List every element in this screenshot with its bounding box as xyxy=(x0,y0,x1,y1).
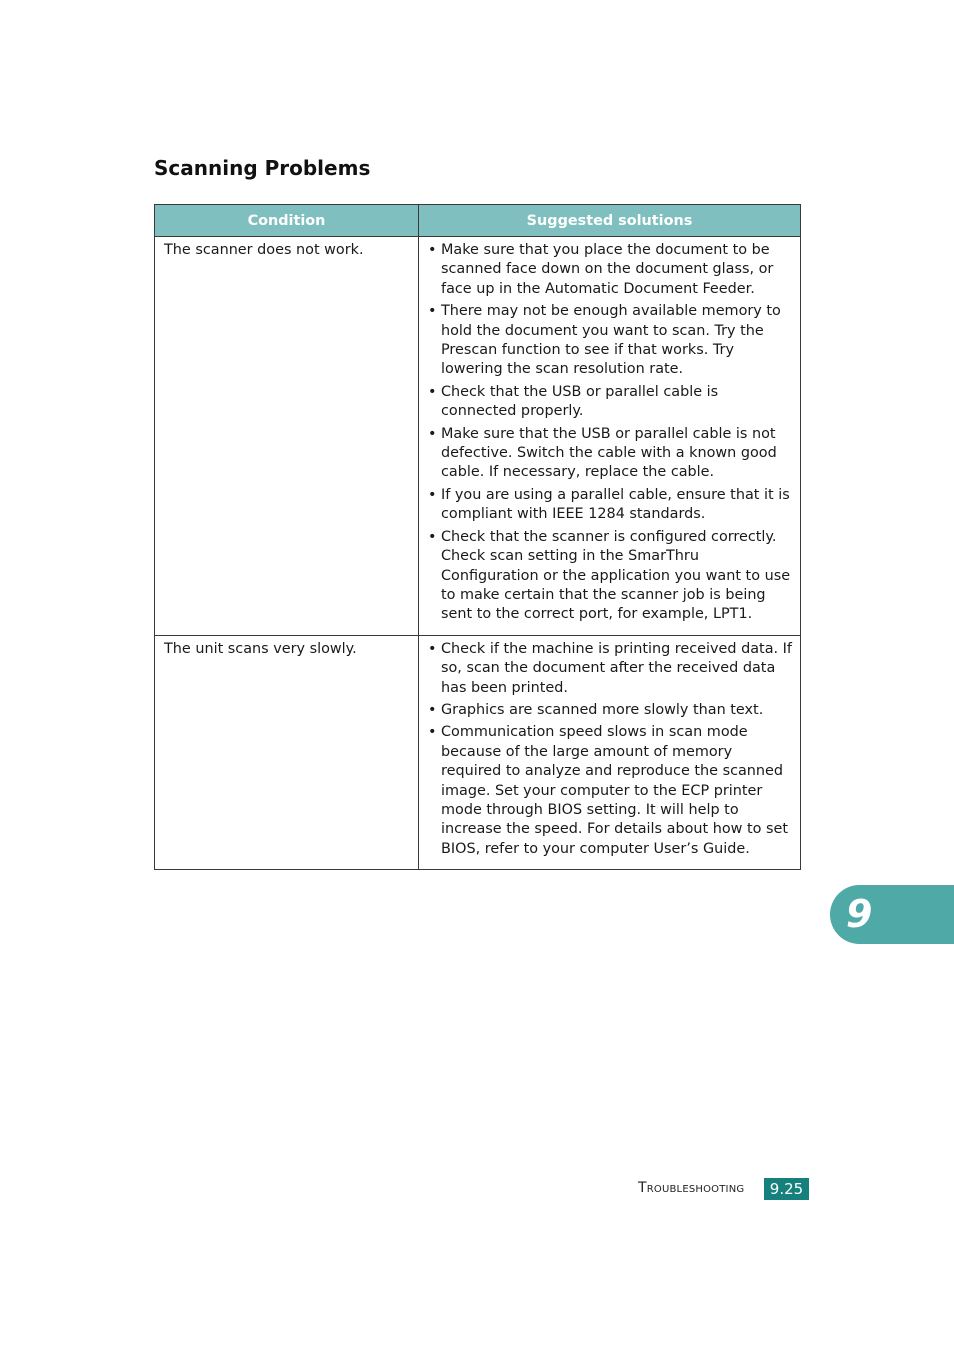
solution-text: Check that the scanner is configured correctly. Check scan setting in the SmarThru Configuration or the application you want to use to make certain that the scanner job is being sent to the correct port, for example, LPT1. xyxy=(441,528,791,623)
table-header-row xyxy=(155,205,801,237)
solution-text: There may not be enough available memory to hold the document you want to scan. Try the Prescan function to see if that works. Try lowering the scan resolution rate. xyxy=(441,303,781,378)
solution-item xyxy=(428,425,792,483)
solution-text: Make sure that the USB or parallel cable is not defective. Switch the cable with a known good cable. If necessary, replace the cable. xyxy=(441,425,777,481)
solution-text: If you are using a parallel cable, ensure that it is compliant with IEEE 1284 standards. xyxy=(441,486,790,523)
chapter-number: 9 xyxy=(846,892,873,936)
footer-section-label: Troubleshooting xyxy=(638,1180,745,1196)
solution-item xyxy=(428,383,792,422)
solution-item xyxy=(428,241,792,299)
solution-text: Communication speed slows in scan mode because of the large amount of memory required to analyze and reproduce the scanned image. Set your computer to the ECP printer mode through BIOS setting. It will help to increase the speed. For details about how to set BIOS, refer to your computer User’s Guide. xyxy=(441,724,788,857)
page-number: 9.25 xyxy=(764,1178,809,1200)
solution-item xyxy=(428,640,792,698)
table-row xyxy=(155,237,801,636)
solution-item xyxy=(428,302,792,380)
table-row xyxy=(155,635,801,869)
bullet: • xyxy=(428,242,437,258)
solution-item xyxy=(428,723,792,859)
bullet: • xyxy=(428,640,437,657)
bullet: • xyxy=(428,724,437,741)
bullet: • xyxy=(428,528,437,545)
bullet: • xyxy=(428,383,437,400)
bullet: • xyxy=(428,701,437,718)
solutions-list xyxy=(428,640,792,859)
column-header-solutions: Suggested solutions xyxy=(419,205,801,237)
solution-item xyxy=(428,486,792,525)
solutions-list xyxy=(428,241,792,625)
solution-item xyxy=(428,701,792,720)
troubleshooting-table xyxy=(154,204,801,870)
column-header-condition: Condition xyxy=(155,205,419,237)
solution-text: Check that the USB or parallel cable is connected properly. xyxy=(441,383,719,420)
solution-item xyxy=(428,528,792,625)
solution-text: Graphics are scanned more slowly than text. xyxy=(441,701,764,718)
solutions-cell xyxy=(419,635,801,869)
solutions-cell xyxy=(419,237,801,636)
bullet: • xyxy=(428,303,437,320)
bullet: • xyxy=(428,425,437,442)
solution-text: Make sure that you place the document to be scanned face down on the document glass, or face up in the Automatic Document Feeder. xyxy=(441,242,774,297)
condition-cell: The scanner does not work. xyxy=(155,237,419,636)
condition-cell: The unit scans very slowly. xyxy=(155,635,419,869)
section-title: Scanning Problems xyxy=(154,156,371,180)
bullet: • xyxy=(428,486,437,503)
solution-text: Check if the machine is printing received data. If so, scan the document after the received data has been printed. xyxy=(441,640,792,696)
